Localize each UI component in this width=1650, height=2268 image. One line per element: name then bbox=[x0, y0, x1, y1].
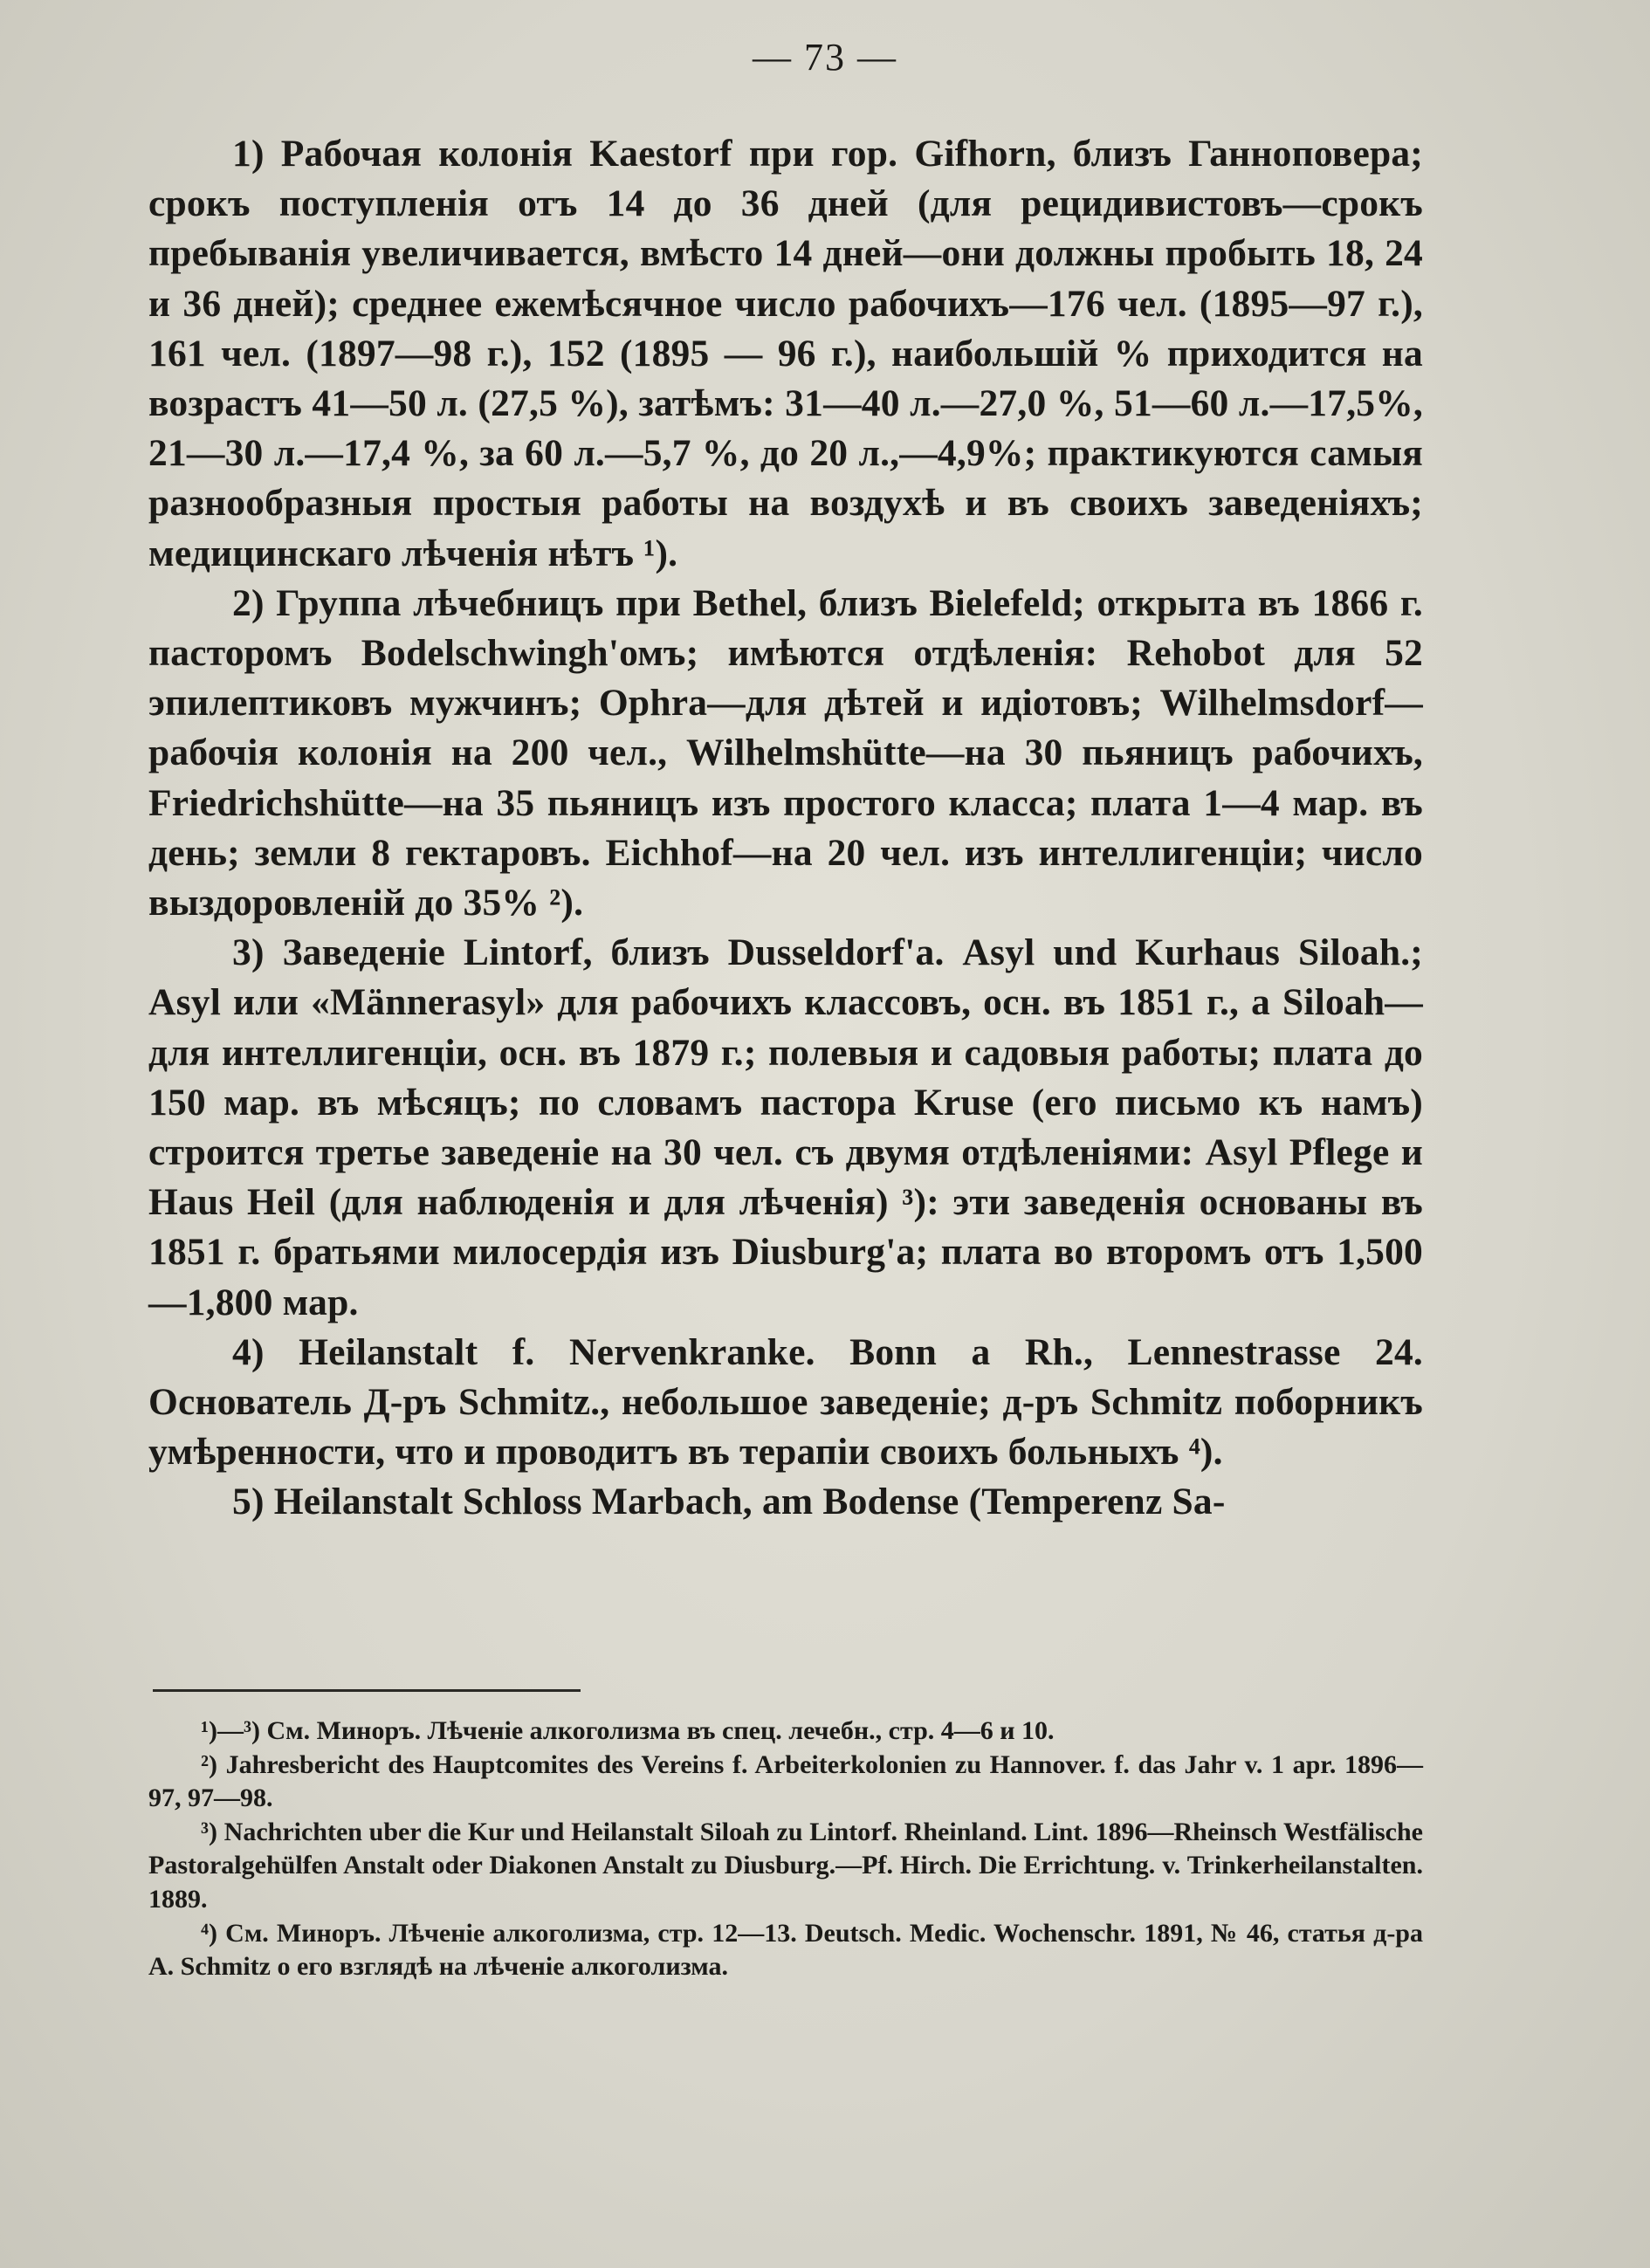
main-text bbox=[148, 129, 1423, 1528]
footnote-3: ³) Nachrichten uber die Kur und Heilanstalt Siloah zu Lintorf. Rheinland. Lint. 1896—Rheinsch Westfälische Pastoralgehülfen Anstalt oder Diakonen Anstalt zu Diusburg.—Pf. Hirch. Die Errichtung. v. Trinkerheilanstalten. 1889. bbox=[148, 1817, 1423, 1914]
footnote-1-3: ¹)—³) См. Миноръ. Лѣченіе алкоголизма въ спец. лечебн., стр. 4—6 и 10. bbox=[201, 1716, 1055, 1745]
page-number: — 73 — bbox=[753, 36, 897, 79]
footnote-4: ⁴) См. Миноръ. Лѣченіе алкоголизма, стр. 12—13. Deutsch. Medic. Wochenschr. 1891, № 46, статья д-ра А. Schmitz о его взглядѣ на лѣченіе алкоголизма. bbox=[148, 1918, 1423, 1982]
paragraph-3: 3) Заведеніе Lintorf, близъ Dusseldorf'а. Asyl und Kurhaus Siloah.; Asyl или «Männerasyl» для рабочихъ классовъ, осн. въ 1851 г., а Siloah— для интеллигенціи, осн. въ 1879 г.; полевыя и садовыя работы; плата до 150 мар. въ мѣсяцъ; по словамъ пастора Kruse (его письмо къ намъ) строится третье заведеніе на 30 чел. съ двумя отдѣленіями: Asyl Pflege и Haus Heil (для наблюденія и для лѣченія) ³): эти заведенія основаны въ 1851 г. братьями милосердія изъ Diusburg'а; плата во второмъ отъ 1,500—1,800 мар. bbox=[148, 931, 1423, 1323]
paragraph-1: 1) Рабочая колонія Kaestorf при гор. Gifhorn, близъ Ганноповера; срокъ поступленія отъ 14 до 36 дней (для рецидивистовъ—срокъ пребыванія увеличивается, вмѣсто 14 дней—они должны пробыть 18, 24 и 36 дней); среднее ежемѣсячное число рабочихъ—176 чел. (1895—97 г.), 161 чел. (1897—98 г.), 152 (1895 — 96 г.), наибольшій % приходится на возрастъ 41—50 л. (27,5 %), затѣмъ: 31—40 л.—27,0 %, 51—60 л.—17,5%, 21—30 л.—17,4 %, за 60 л.—5,7 %, до 20 л.,—4,9%; практикуются самыя разнообразныя простыя работы на воздухѣ и въ своихъ заведеніяхъ; медицинскаго лѣченія нѣтъ ¹). bbox=[148, 133, 1423, 574]
paragraph-2: 2) Группа лѣчебницъ при Bethel, близъ Bielefeld; открыта въ 1866 г. пасторомъ Bodelschwingh'омъ; имѣются отдѣленія: Rehobot для 52 эпилептиковъ мужчинъ; Ophra—для дѣтей и идіотовъ; Wilhelmsdorf—рабочія колонія на 200 чел., Wilhelmshütte—на 30 пьяницъ рабочихъ, Friedrichshütte—на 35 пьяницъ изъ простого класса; плата 1—4 мар. въ день; земли 8 гектаровъ. Eichhof—на 20 чел. изъ интеллигенціи; число выздоровленій до 35% ²). bbox=[148, 581, 1423, 924]
paragraph-4: 4) Heilanstalt f. Nervenkranke. Bonn a Rh., Lennestrasse 24. Основатель Д-ръ Schmitz., небольшое заведеніе; д-ръ Schmitz поборникъ умѣренности, что и проводитъ въ терапіи своихъ больныхъ ⁴). bbox=[148, 1330, 1423, 1474]
paragraph-5: 5) Heilanstalt Schloss Marbach, am Bodense (Temperenz Sa- bbox=[232, 1481, 1226, 1523]
footnotes bbox=[148, 1715, 1423, 1984]
footnote-divider bbox=[153, 1689, 581, 1692]
footnote-2: ²) Jahresbericht des Hauptcomites des Vereins f. Arbeiterkolonien zu Hannover. f. das Jahr v. 1 apr. 1896—97, 97—98. bbox=[148, 1749, 1423, 1813]
